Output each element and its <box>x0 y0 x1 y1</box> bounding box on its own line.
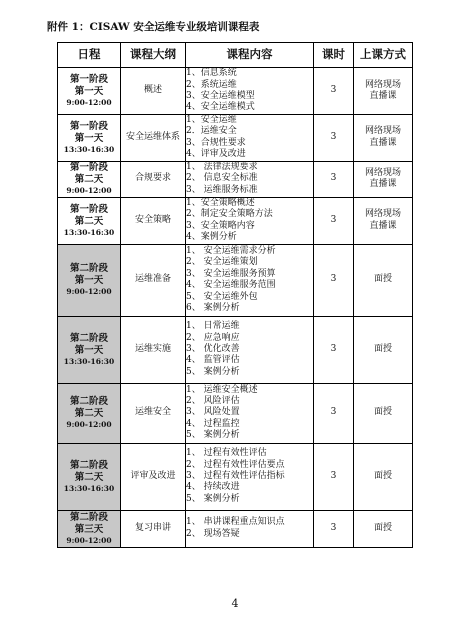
stage-label: 第一阶段 <box>69 162 108 174</box>
outline-cell: 安全运维体系 <box>121 115 186 162</box>
time-label: 9:00-12:00 <box>66 186 112 196</box>
list-item: 4、 过程监控 <box>186 418 240 429</box>
content-list <box>186 198 313 244</box>
mode-line: 面授 <box>373 522 392 533</box>
stage-label: 第一阶段 <box>69 120 108 132</box>
content-cell <box>186 443 314 510</box>
list-item: 1、 运维安全概述 <box>186 384 258 395</box>
schedule-cell <box>58 316 121 383</box>
day-label: 第一天 <box>74 132 104 144</box>
list-item: 4、 持续改进 <box>186 482 240 493</box>
table-row <box>58 443 413 510</box>
content-list <box>186 246 313 314</box>
day-label: 第一天 <box>74 86 104 97</box>
mode-cell <box>354 383 413 443</box>
hours-cell: 3 <box>314 197 354 244</box>
stage-label: 第二阶段 <box>69 459 108 471</box>
outline-cell: 运维准备 <box>121 244 186 316</box>
list-item: 1、安全运维 <box>186 115 237 125</box>
stage-label: 第一阶段 <box>69 74 108 85</box>
content-cell <box>186 244 314 316</box>
content-cell <box>186 316 314 383</box>
content-cell <box>186 161 314 197</box>
list-item: 3、安全策略内容 <box>186 220 255 231</box>
list-item: 3、 优化改善 <box>186 343 240 354</box>
mode-line: 面授 <box>373 470 392 481</box>
list-item: 3、 运维服务标准 <box>186 184 258 195</box>
stage-label: 第二阶段 <box>69 263 108 275</box>
content-list <box>186 68 313 114</box>
header-schedule: 日程 <box>58 43 121 68</box>
hours-cell: 3 <box>314 68 354 115</box>
table-row <box>58 68 413 115</box>
list-item: 6、 案例分析 <box>186 302 240 313</box>
mode-cell <box>354 115 413 162</box>
hours-cell: 3 <box>314 443 354 510</box>
list-item: 1、 日常运维 <box>186 321 240 332</box>
list-item: 4、 安全运维服务范围 <box>186 280 276 291</box>
mode-line: 面授 <box>373 407 392 418</box>
content-cell <box>186 115 314 162</box>
list-item: 2、 信息安全标准 <box>186 173 258 184</box>
table-row <box>58 115 413 162</box>
header-outline: 课程大纲 <box>121 43 186 68</box>
course-schedule-table <box>57 42 413 548</box>
day-label: 第二天 <box>74 215 104 227</box>
mode-line: 直播课 <box>369 220 397 231</box>
list-item: 3、安全运维模型 <box>186 91 255 101</box>
outline-cell: 概述 <box>121 68 186 115</box>
time-label: 13:30-16:30 <box>63 356 115 366</box>
mode-line: 面授 <box>373 343 392 354</box>
schedule-cell <box>58 68 121 115</box>
content-list <box>186 162 313 196</box>
outline-cell: 合规要求 <box>121 161 186 197</box>
stage-label: 第二阶段 <box>69 511 108 523</box>
list-item: 1、 法律法规要求 <box>186 162 258 173</box>
mode-line: 网络现场 <box>364 126 401 137</box>
list-item: 2、系统运维 <box>186 79 237 90</box>
schedule-cell <box>58 115 121 162</box>
outline-cell: 评审及改进 <box>121 443 186 510</box>
schedule-cell <box>58 161 121 197</box>
content-cell <box>186 68 314 115</box>
mode-line: 网络现场 <box>364 167 401 178</box>
hours-cell: 3 <box>314 244 354 316</box>
content-cell <box>186 197 314 244</box>
list-item: 3、 安全运维服务预算 <box>186 268 276 279</box>
table-row <box>58 510 413 547</box>
list-item: 2、 应急响应 <box>186 332 240 343</box>
list-item: 4、评审及改进 <box>186 149 246 160</box>
table-row <box>58 383 413 443</box>
content-list <box>186 517 313 540</box>
list-item: 1、安全策略概述 <box>186 197 255 208</box>
mode-line: 直播课 <box>369 137 397 148</box>
day-label: 第一天 <box>74 275 104 287</box>
list-item: 5、 案例分析 <box>186 366 240 377</box>
list-item: 1、信息系统 <box>186 68 237 79</box>
list-item: 2、 过程有效性评估要点 <box>186 459 285 470</box>
mode-cell <box>354 161 413 197</box>
mode-line: 网络现场 <box>364 79 401 90</box>
day-label: 第三天 <box>74 523 104 535</box>
schedule-cell <box>58 244 121 316</box>
page-number: 4 <box>231 597 239 610</box>
list-item: 4、 监管评估 <box>186 355 240 366</box>
hours-cell: 3 <box>314 316 354 383</box>
list-item: 1、 串讲课程重点知识点 <box>186 517 285 528</box>
schedule-cell <box>58 383 121 443</box>
header-mode: 上课方式 <box>354 43 413 68</box>
list-item: 5、 案例分析 <box>186 430 240 441</box>
list-item: 1、 安全运维需求分析 <box>186 245 276 256</box>
content-list <box>186 115 313 161</box>
list-item: 2、 安全运维策划 <box>186 257 258 268</box>
time-label: 9:00-12:00 <box>66 287 112 297</box>
table-row <box>58 316 413 383</box>
list-item: 3、合规性要求 <box>186 137 246 148</box>
content-list <box>186 385 313 442</box>
time-label: 13:30-16:30 <box>63 483 115 493</box>
outline-cell: 安全策略 <box>121 197 186 244</box>
mode-line: 直播课 <box>369 179 397 190</box>
outline-cell: 运维安全 <box>121 383 186 443</box>
list-item: 2．运维安全 <box>186 126 237 137</box>
content-cell <box>186 510 314 547</box>
list-item: 4、安全运维模式 <box>186 102 255 113</box>
mode-line: 面授 <box>373 274 392 285</box>
mode-cell <box>354 510 413 547</box>
table-row <box>58 197 413 244</box>
day-label: 第二天 <box>74 471 104 483</box>
list-item: 4、案例分析 <box>186 232 237 243</box>
table-row <box>58 244 413 316</box>
time-label: 13:30-16:30 <box>63 227 115 237</box>
content-list <box>186 321 313 378</box>
hours-cell: 3 <box>314 115 354 162</box>
stage-label: 第二阶段 <box>69 332 108 344</box>
time-label: 13:30-16:30 <box>63 144 115 154</box>
day-label: 第二天 <box>74 408 104 420</box>
day-label: 第二天 <box>74 174 104 186</box>
list-item: 5、 案例分析 <box>186 493 240 504</box>
mode-line: 直播课 <box>369 91 397 101</box>
hours-cell: 3 <box>314 161 354 197</box>
hours-cell: 3 <box>314 510 354 547</box>
document-title: 附件 1：CISAW 安全运维专业级培训课程表 <box>47 21 260 33</box>
table-row <box>58 161 413 197</box>
hours-cell: 3 <box>314 383 354 443</box>
time-label: 9:00-12:00 <box>66 420 112 430</box>
schedule-cell <box>58 197 121 244</box>
mode-cell <box>354 197 413 244</box>
mode-cell <box>354 443 413 510</box>
list-item: 3、 过程有效性评估指标 <box>186 470 285 481</box>
header-content: 课程内容 <box>186 43 314 68</box>
day-label: 第一天 <box>74 344 104 356</box>
schedule-cell <box>58 443 121 510</box>
time-label: 9:00-12:00 <box>66 535 112 545</box>
header-hours: 课时 <box>314 43 354 68</box>
list-item: 5、 安全运维外包 <box>186 291 258 302</box>
outline-cell: 复习串讲 <box>121 510 186 547</box>
content-cell <box>186 383 314 443</box>
stage-label: 第二阶段 <box>69 396 108 408</box>
outline-cell: 运维实施 <box>121 316 186 383</box>
table-header-row <box>58 43 413 68</box>
content-list <box>186 448 313 505</box>
list-item: 2、 现场答疑 <box>186 528 240 539</box>
list-item: 2、 风险评估 <box>186 396 240 407</box>
mode-cell <box>354 316 413 383</box>
stage-label: 第一阶段 <box>69 203 108 215</box>
list-item: 1、 过程有效性评估 <box>186 448 267 459</box>
schedule-cell <box>58 510 121 547</box>
list-item: 2、制定安全策略方法 <box>186 209 273 220</box>
mode-line: 网络现场 <box>364 209 401 220</box>
mode-cell <box>354 68 413 115</box>
list-item: 3、 风险处置 <box>186 407 240 418</box>
mode-cell <box>354 244 413 316</box>
time-label: 9:00-12:00 <box>66 98 112 107</box>
